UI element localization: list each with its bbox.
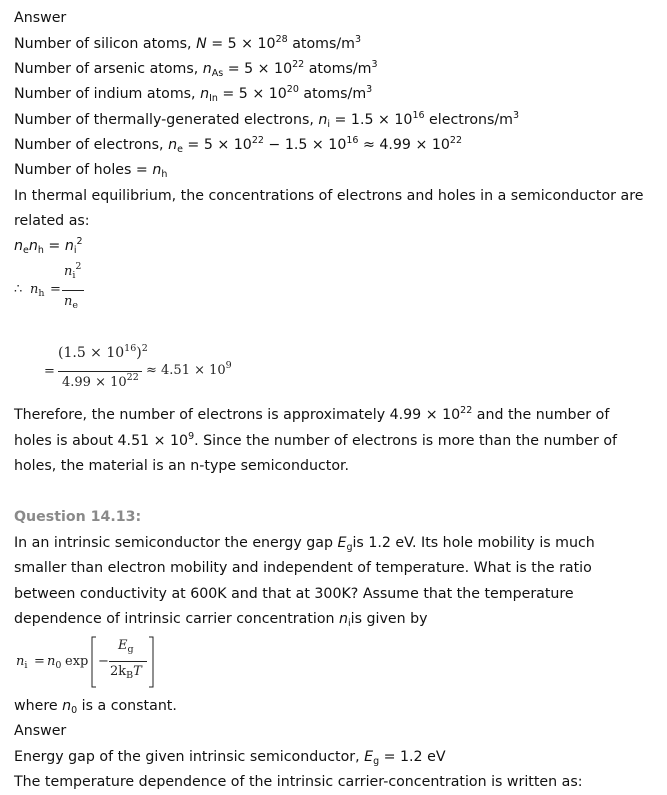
where-line: where $n_0$ is a constant. — [14, 698, 177, 716]
holes-line: Number of holes = $n_h$ — [14, 162, 168, 180]
temperature-dependence-line: The temperature dependence of the intrinsic carrier-concentration is written as: — [14, 774, 583, 790]
equilibrium-text-2: related as: — [14, 213, 90, 229]
answer-heading: Answer — [14, 10, 67, 26]
equals-sign: = — [50, 282, 61, 297]
question-line-2: smaller than electron mobility and independent of temperature. What is the ratio — [14, 560, 592, 576]
nh-symbol: $n_h$ — [30, 282, 45, 299]
result: ≈ $4.51 \times 10^9$ — [146, 360, 232, 378]
conclusion-line-1: Therefore, the number of electrons is approximately $4.99 \times 10^{22}$ and the number of — [14, 405, 610, 423]
indium-atoms-line: Number of indium atoms, $n_{In} = 5 \times 10^{20}$ atoms/$m^3$ — [14, 84, 373, 104]
denominator: $4.99 \times 10^{22}$ — [62, 372, 139, 390]
question-line-1: In an intrinsic semiconductor the energy gap $E_gis$ 1.2 eV. Its hole mobility is much — [14, 535, 595, 553]
ni-symbol: $n_i$ — [16, 654, 28, 671]
arsenic-atoms-line: Number of arsenic atoms, $n_{As} = 5 \times 10^{22}$ atoms/$m^3$ — [14, 59, 378, 79]
left-bracket — [91, 636, 97, 688]
conclusion-line-2: holes is about $4.51 \times 10^9$. Since the number of electrons is more than the number of — [14, 431, 618, 449]
fraction-bar — [62, 290, 84, 291]
equilibrium-text-1: In thermal equilibrium, the concentrations of electrons and holes in a semiconductor are — [14, 188, 644, 204]
denominator-ne: $n_e$ — [64, 294, 78, 311]
numerator-eg: $E_g$ — [118, 638, 134, 655]
relation-equation: $n_en_h = n_i^2$ — [14, 236, 83, 256]
equals-sign: = — [44, 364, 55, 379]
n0-symbol: $n_0$ — [47, 654, 62, 671]
denominator-2kbt: $2k_BT$ — [110, 664, 142, 681]
minus-sign: − — [98, 654, 109, 669]
equals-sign: = — [34, 654, 45, 669]
numerator: $(1.5 \times 10^{16})^2$ — [58, 343, 148, 361]
exp-function: exp — [65, 654, 89, 669]
right-bracket — [148, 636, 154, 688]
fraction-bar — [109, 661, 147, 662]
therefore-symbol: ∴ — [14, 282, 23, 297]
electrons-line: Number of electrons, $n_e = 5 \times 10^{22} - 1.5 \times 10^{16} \approx 4.99 \times 10^{22}$ — [14, 135, 463, 155]
numerator-ni-squared: $n_i^2$ — [64, 261, 82, 281]
question-heading: Question 14.13: — [14, 509, 142, 525]
answer-heading-2: Answer — [14, 723, 67, 739]
energy-gap-line: Energy gap of the given intrinsic semiconductor, $E_g = 1.2$ eV — [14, 749, 446, 767]
conclusion-line-3: holes, the material is an n-type semiconductor. — [14, 458, 350, 474]
silicon-atoms-line: Number of silicon atoms, $N = 5 \times 10^{28}$ atoms/$m^3$ — [14, 34, 361, 52]
thermal-electrons-line: Number of thermally-generated electrons, $n_i = 1.5 \times 10^{16}$ electrons/$m^3$ — [14, 110, 520, 130]
question-line-4: dependence of intrinsic carrier concentration $n_iis$ given by — [14, 611, 428, 629]
question-line-3: between conductivity at 600K and that at 300K? Assume that the temperature — [14, 586, 574, 602]
